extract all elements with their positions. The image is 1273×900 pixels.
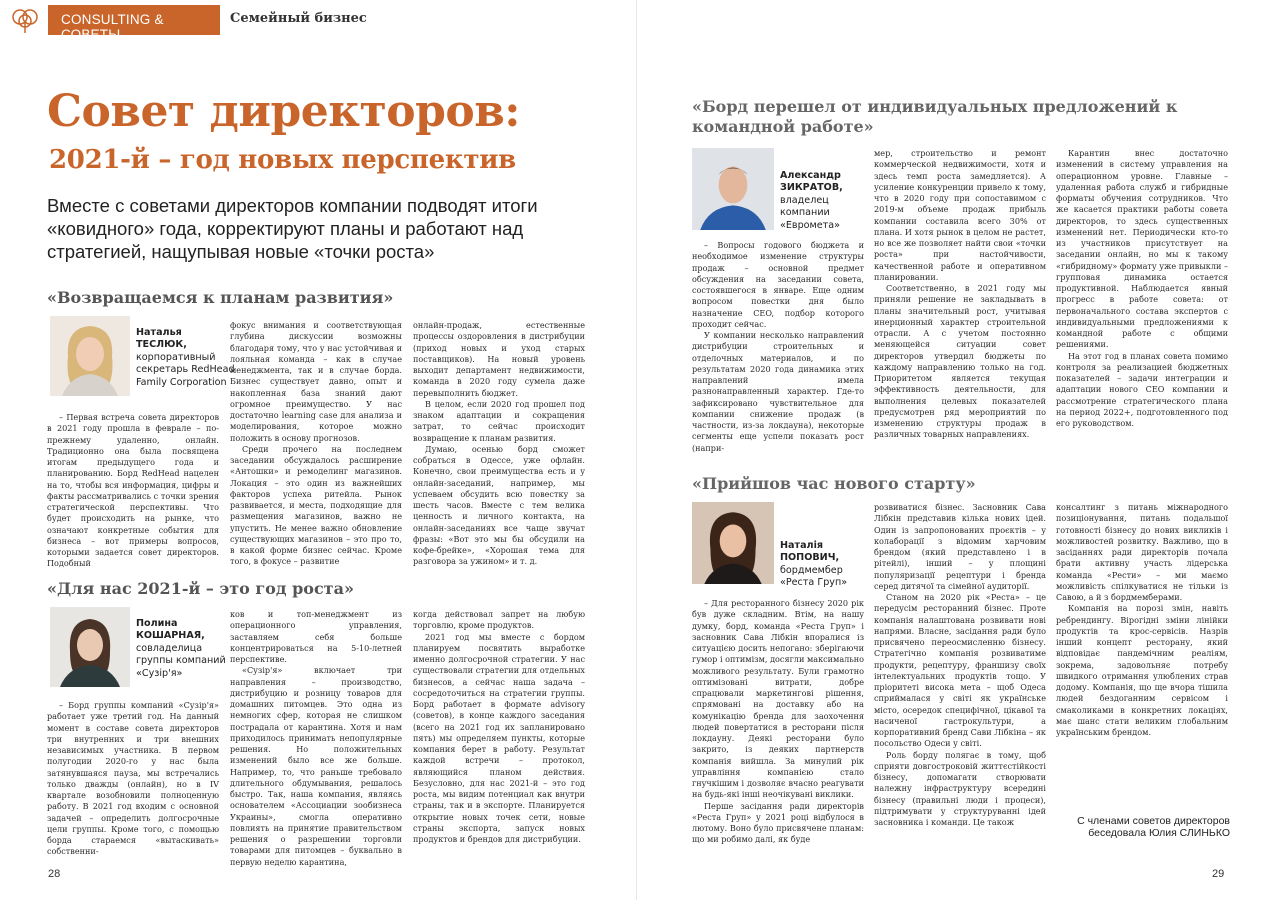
paragraph: розвиватися бізнес. Засновник Сава Лібкін представив кілька нових ідей. Один із запропонованих проєктів – у колаборації з відомим харчовим брендом (який представлено і в рітейлі), інший – у площині популяризації рецептури і бренда серед дитячої та сімейної аудиторії.: [874, 502, 1046, 591]
paragraph: фокус внимания и соответствующая глубина дискуссии возможны благодаря тому, что у нас устойчивая и лояльная команда – как в случае менеджмента, так и в случае борда. Бизнес существует давно, опыт и накопленная база знаний дают огромное преимущество. У нас достаточно learning case для анализа и моделирования, которое можно положить в основу прогнозов.: [230, 320, 402, 443]
paragraph: консалтинг з питань міжнародного позиціонування, питань подальшої готовності бізнесу до нових викликів і можливостей розвитку. Важливо, що в засіданнях ради директорів почала брати активну участь лідерська команда «Рести» – ми маємо можливість спілкуватися не тільки із Савою, а й з бордмемберами.: [1056, 502, 1228, 602]
section-heading: «Для нас 2021-й – это год роста»: [47, 579, 354, 598]
person-caption: [136, 327, 236, 389]
paragraph: онлайн-продаж, естественные процессы оздоровления в дистрибуции (приход новых и уход старых поставщиков). На новый уровень выходит департамент недвижимости, команда в 2020 году сумела даже перевыполнить бюджет.: [413, 320, 585, 398]
person-first-name: Наталья: [136, 327, 182, 338]
paragraph: ков и топ-менеджмент из операционного управления, заставляем себя больше концентрироваться на 5-10-летней перспективе.: [230, 609, 402, 664]
person-role: совладелица группы компаний «Сузір'я»: [136, 642, 226, 679]
text-column: [47, 412, 219, 569]
paragraph: Перше засідання ради директорів «Реста Груп» у 2021 році відбулося в лютому. Воно було присвячене планам: що ми робимо далі, як буде: [692, 800, 864, 845]
person-caption: [780, 170, 880, 232]
rubric-subtitle: Семейный бизнес: [230, 11, 367, 26]
page-fold: [636, 0, 637, 900]
paragraph: «Сузір'я» включает три направления – производство, дистрибуцию и розницу товаров для домашних питомцев. Это одна из немногих сфер, которая не слишком пострадала от карантина. Хотя и нам приходилось принимать непопулярные решения. Но положительных изменений было все же больше. Например, то, что раньше требовало длительного обдумывания, решалось быстро. Так, наша компания, являясь основателем «Ассоциации зообизнеса Украины», смогла оперативно повлиять на принятие правительством решения о разрешении торговли товарами для питомцев – буквально в первую неделю карантина,: [230, 665, 402, 867]
section-heading: «Борд перешел от индивидуальных предложений к командной работе»: [692, 97, 1178, 136]
person-last-name: ЗИКРАТОВ,: [780, 182, 843, 194]
person-caption: [780, 540, 880, 590]
paragraph: мер, строительство и ремонт коммерческой недвижимости, хотя и здесь темп роста замедляется). А усиление конкуренции привело к тому, что в 2020 году при сопоставимом с 2019-м объеме продаж прибыль компании составила всего 30% от плана. И хотя рынок в целом не растет, но все же позволяет найти свои «точки роста» при настойчивости, качественной работе и оперативном планировании.: [874, 148, 1046, 282]
paragraph: В целом, если 2020 год прошел под знаком адаптации и сокращения затрат, то сейчас происходит возвращение к планам развития.: [413, 398, 585, 443]
page-number-right: 29: [1212, 868, 1225, 880]
credit-line: С членами советов директоров: [1077, 815, 1230, 827]
text-column: [692, 240, 864, 453]
person-last-name: КОШАРНАЯ,: [136, 630, 205, 642]
article-lead: Вместе с советами директоров компании подводят итоги «ковидного» года, корректируют планы и работают над стратегией, нащупывая новые «точки роста»: [47, 195, 538, 262]
paragraph: Среди прочего на последнем заседании обсуждалось расширение «Антошки» и ремоделинг магазинов. Локация – это один из важнейших факторов успеха ритейла. Рынок развивается, и места, подходящие для размещения магазинов, важно не упустить. Не менее важно обновление существующих магазинов – это про то, в какой форме бизнес сейчас. Кроме того, в фокусе – развитие: [230, 443, 402, 567]
text-column: [413, 609, 585, 845]
person-last-name: ПОПОВИЧ,: [780, 552, 840, 564]
article-title: Совет директоров:: [47, 86, 521, 137]
paragraph: На этот год в планах совета помимо контроля за реализацией бюджетных показателей – задачи интеграции и адаптации нового CEO компании и рассмотрение стратегического плана на период 2022+, подготовленного под его руководством.: [1056, 350, 1228, 428]
paragraph: Роль борду полягає в тому, щоб сприяти довгостроковій життєстійкості бізнесу, допомагати створювати належну інфраструктуру всередині бізнесу (правильні люди і процеси), підтримувати у структуруванні ідей засновника і команди. Це також: [874, 749, 1046, 827]
credit-line: беседовала Юлия СЛИНЬКО: [1088, 827, 1230, 839]
person-first-name: Александр: [780, 170, 841, 181]
text-column: [692, 598, 864, 845]
paragraph: У компании несколько направлений дистрибуции строительных и отделочных материалов, и по результатам 2020 года динамика этих направлений имела разнонаправленный характер. Где-то зафиксировано чувствительное для компании снижение продаж (в частности, из-за локдауна), некоторые сегменты еще успели показать рост (напри-: [692, 330, 864, 453]
paragraph: – Для ресторанного бізнесу 2020 рік був дуже складним. Втім, на нашу думку, борд, команда «Реста Груп» і засновник Сава Лібкін впоралися із ситуацією досить непогано: зберігаючи гумор і оптимізм, досягли максимально можливого результату. Були грамотно оптимізовані витрати, добре спрацювали маркетингові рішення, спрямовані на доставку або на комунікацію бренда для заохочення людей повертатися в ресторани після локдауну. Деякі ресторани було закрито, із деяких партнерств компанія вийшла. За минулий рік управління компанією стало гнучкішим і дозволяє вчасно реагувати на будь-які інші неочікувані виклики.: [692, 598, 864, 800]
text-column: [230, 609, 402, 867]
section-heading: «Возвращаемся к планам развития»: [47, 288, 394, 307]
tree-logo-icon: [10, 8, 40, 34]
text-column: [47, 700, 219, 857]
person-role: бордмембер «Реста Груп»: [780, 564, 848, 589]
person-role: владелец компании «Еврометa»: [780, 194, 841, 231]
portrait-photo: [50, 316, 130, 396]
paragraph: – Первая встреча совета директоров в 2021 году прошла в феврале – по-прежнему удаленно, онлайн. Традиционно она была посвящена итогам предыдущего года и планированию. Борд RedHead нацелен на то, чтобы вся информация, цифры и факты рассматривались с точки зрения стратегической перспективы. Что будет происходить на рынке, что означают конкретные события для бизнеса – вот примеры вопросов, которыми задается совет директоров. Подобный: [47, 412, 219, 569]
paragraph: Думаю, осенью борд сможет собраться в Одессе, уже офлайн. Конечно, свои преимущества есть и у онлайн-заседаний, например, мы успеваем обсудить всю повестку за шесть часов. Вместе с тем велика ценность и личного контакта, на онлайн-заседаниях все чаще звучат фразы: «Вот это мы бы обсудили на кофе-брейке», «Хорошая тема для разговора за ужином» и т. д.: [413, 443, 585, 567]
paragraph: Карантин внес достаточно изменений в систему управления на операционном уровне. Главные – удаленная работа служб и гибридные форматы обучения сотрудников. Что же касается практики работы совета директоров, то здесь существенных изменений нет. Периодически кто-то из участников присутствует на заседании онлайн, но мы к такому «гибридному» формату уже привыкли – групповая динамика остается продуктивной. Наблюдается явный прогресс в работе совета: от первоначального состава экспертов с индивидуальными предложениями к командной работе с общими решениями.: [1056, 148, 1228, 350]
rubric-tab: CONSULTING & СОВЕТЫ: [48, 5, 220, 35]
text-column: [1056, 502, 1228, 750]
text-column: [413, 320, 585, 567]
paragraph: Соответственно, в 2021 году мы приняли решение не закладывать в планы значительный рост, учитывая инерционный характер строительной отрасли. А с учетом постоянно меняющейся ситуации совет директоров утвердил бюджеты по каждому направлению только на год. Приоритетом является текущая эффективность деятельности, для выполнения целевых показателей предусмотрен ряд мероприятий по изменению структуры продаж в различных товарных направлениях.: [874, 283, 1046, 440]
text-column: [874, 148, 1046, 448]
portrait-photo: [692, 148, 774, 230]
page-number-left: 28: [48, 868, 61, 880]
interview-credit: [1060, 815, 1230, 839]
paragraph: когда действовал запрет на любую торговлю, кроме продуктов.: [413, 609, 585, 631]
text-column: [874, 502, 1046, 838]
paragraph: 2021 год мы вместе с бордом планируем посвятить выработке именно долгосрочной стратегии. У нас существовали стратегии для отдельных бизнесов, а сейчас наша задача – сосредоточиться на стратегии группы. Борд работает в формате advisory (советов), в конце каждого заседания (всего на 2021 год их запланировано пять) мы определяем пункты, которые компания берет в работу. Результат каждой встречи – протокол, являющийся планом действия. Безусловно, для нас 2021-й – это год роста, мы видим потенциал как внутри страны, так и в экспорте. Планируется открытие новых точек сети, новые страны экспорта, запуск новых продуктов и брендов для дистрибуции.: [413, 631, 585, 844]
paragraph: Компанія на порозі змін, навіть ребрендингу. Вірогідні зміни лінійки продуктів та крос-сервісів. Назрів інший концепт ресторану, який відповідає пандемічним реаліям, зокрема, задовольняє потребу швидкого отримання улюблених страв додому. Компанія, що ще вчора тішила людей бездоганним сервісом і смаколиками в конкретних локаціях, має шанс стати великим глобальним українським брендом.: [1056, 603, 1228, 737]
paragraph: – Борд группы компаний «Сузір'я» работает уже третий год. На данный момент в составе совета директоров три внутренних и три внешних независимых участника. В первом полугодии 2020-го у нас была затянувшаяся пауза, мы встречались только дважды (онлайн), но в IV квартале возобновили полноценную работу. В 2021 год входим с основной задачей – определить долгосрочные цели группы. Кроме того, с помощью борда стараемся «вытаскивать» собственни-: [47, 700, 219, 857]
article-subtitle: 2021-й – год новых перспектив: [49, 145, 516, 175]
text-column: [230, 320, 402, 567]
paragraph: Станом на 2020 рік «Реста» – це передусім ресторанний бізнес. Проте компанія налаштована розвивати нові напрями. Власне, засідання ради було присвячено переосмисленню бізнесу. Стратегічно компанія розвиватиме продукти, рецептуру, франшизу своїх інтелектуальних продуктів тощо. У пріоритеті висока мета – щоб Одеса сприймалася у світі як українське місто, осередок специфічної, цікавої та насиченої гастрокультури, а корпоративний бренд Сави Лібкіна – як посольство Одеси у світі.: [874, 592, 1046, 749]
paragraph: – Вопросы годового бюджета и необходимое изменение структуры продаж – основной предмет обсуждения на заседании совета, состоявшегося в январе. Еще одним вопросом повестки дня было назначение CEO, подбор которого проходит сейчас.: [692, 240, 864, 329]
person-caption: [136, 618, 236, 680]
portrait-photo: [50, 607, 130, 687]
person-first-name: Полина: [136, 618, 178, 629]
portrait-photo: [692, 502, 774, 584]
text-column: [1056, 148, 1228, 448]
person-last-name: ТЕСЛЮК,: [136, 339, 187, 351]
person-first-name: Наталія: [780, 540, 824, 551]
section-heading: «Прийшов час нового старту»: [692, 474, 976, 493]
person-role: корпоративный секретарь RedHead Family Corporation: [136, 351, 235, 388]
